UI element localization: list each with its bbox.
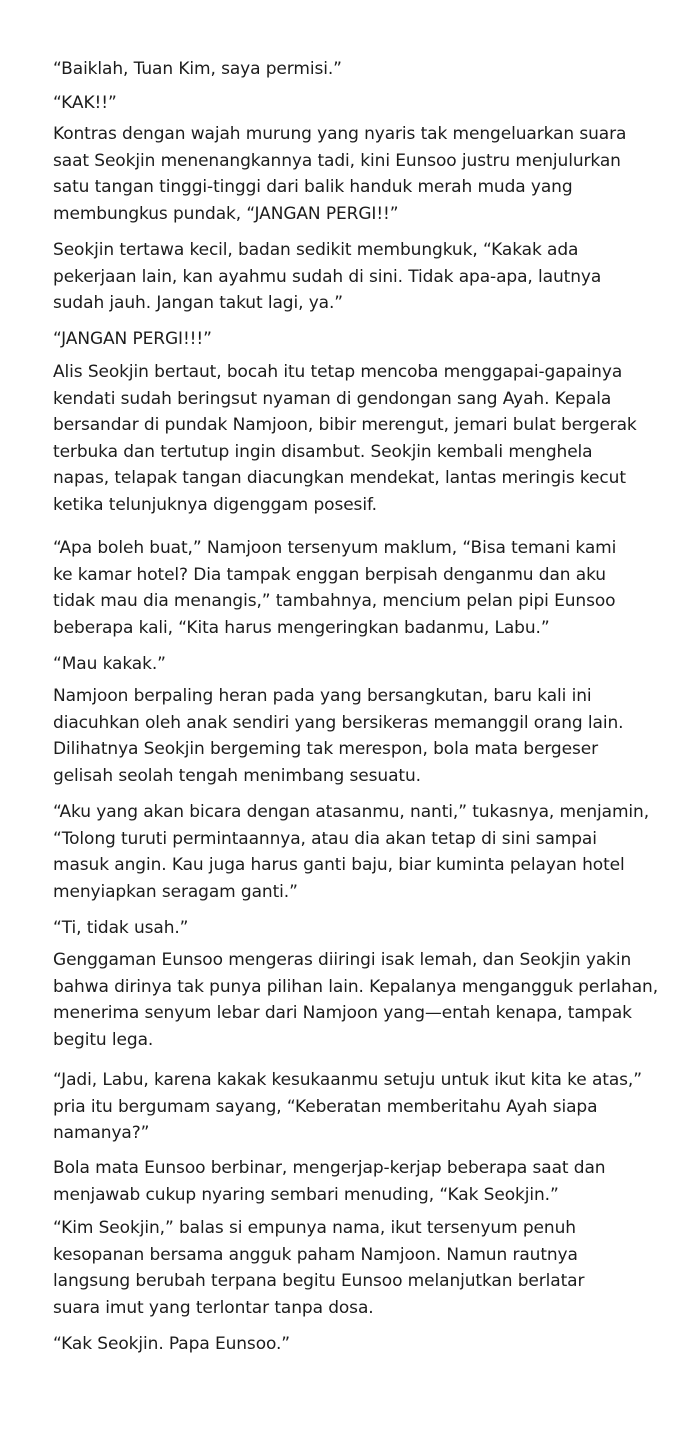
text-line: Kontras dengan wajah murung yang nyaris tak mengeluarkan suara bbox=[53, 124, 627, 144]
text-line: menyiapkan seragam ganti.” bbox=[53, 881, 298, 902]
paragraph-6 bbox=[53, 359, 653, 518]
text-line: “Ti, tidak usah.” bbox=[53, 918, 189, 938]
paragraph-4 bbox=[53, 237, 653, 317]
text-line: diacuhkan oleh anak sendiri yang bersikeras memanggil orang lain. bbox=[53, 712, 624, 733]
text-line: kesopanan bersama angguk paham Namjoon. Namun rautnya bbox=[53, 1244, 578, 1265]
paragraph-3 bbox=[53, 121, 653, 227]
text-line: “Tolong turuti permintaannya, atau dia akan tetap di sini sampai bbox=[53, 828, 597, 849]
text-line: pria itu bergumam sayang, “Keberatan memberitahu Ayah siapa bbox=[53, 1096, 598, 1117]
text-line: langsung berubah terpana begitu Eunsoo melanjutkan berlatar bbox=[53, 1271, 585, 1291]
text-line: “Apa boleh buat,” Namjoon tersenyum maklum, “Bisa temani kami bbox=[53, 538, 617, 558]
paragraph-8 bbox=[53, 651, 653, 678]
paragraph-16 bbox=[53, 1331, 653, 1358]
text-line: tidak mau dia menangis,” tambahnya, mencium pelan pipi Eunsoo bbox=[53, 591, 616, 611]
paragraph-10 bbox=[53, 799, 653, 905]
text-line: kendati sudah beringsut nyaman di gendongan sang Ayah. Kepala bbox=[53, 388, 612, 409]
paragraph-9 bbox=[53, 683, 653, 789]
text-line: “Jadi, Labu, karena kakak kesukaanmu setuju untuk ikut kita ke atas,” bbox=[53, 1070, 642, 1090]
text-line: ke kamar hotel? Dia tampak enggan berpisah denganmu dan aku bbox=[53, 564, 606, 585]
text-line: bahwa dirinya tak punya pilihan lain. Kepalanya mengangguk perlahan, bbox=[53, 976, 659, 997]
paragraph-2 bbox=[53, 90, 653, 117]
text-line: “JANGAN PERGI!!!” bbox=[53, 329, 212, 349]
text-line: “Baiklah, Tuan Kim, saya permisi.” bbox=[53, 59, 342, 79]
text-line: napas, telapak tangan diacungkan mendekat, lantas meringis kecut bbox=[53, 468, 626, 488]
text-line: Bola mata Eunsoo berbinar, mengerjap-kerjap beberapa saat dan bbox=[53, 1158, 606, 1178]
text-line: bersandar di pundak Namjoon, bibir merengut, jemari bulat bergerak bbox=[53, 415, 637, 435]
text-line: satu tangan tinggi-tinggi dari balik handuk merah muda yang bbox=[53, 177, 573, 197]
paragraph-11 bbox=[53, 915, 653, 942]
paragraph-5 bbox=[53, 326, 653, 353]
text-line: masuk angin. Kau juga harus ganti baju, biar kuminta pelayan hotel bbox=[53, 855, 625, 875]
text-line: menerima senyum lebar dari Namjoon yang—entah kenapa, tampak bbox=[53, 1003, 632, 1023]
text-line: ketika telunjuknya digenggam posesif. bbox=[53, 494, 377, 515]
text-line: “Mau kakak.” bbox=[53, 654, 166, 674]
text-line: Dilihatnya Seokjin bergeming tak merespon, bola mata bergeser bbox=[53, 739, 598, 759]
text-line: beberapa kali, “Kita harus mengeringkan badanmu, Labu.” bbox=[53, 617, 550, 638]
text-line: gelisah seolah tengah menimbang sesuatu. bbox=[53, 765, 421, 786]
text-line: sudah jauh. Jangan takut lagi, ya.” bbox=[53, 293, 344, 313]
paragraph-12 bbox=[53, 947, 659, 1053]
text-line: Namjoon berpaling heran pada yang bersangkutan, baru kali ini bbox=[53, 686, 592, 706]
paragraph-1 bbox=[53, 56, 653, 83]
text-line: terbuka dan tertutup ingin disambut. Seokjin kembali menghela bbox=[53, 441, 593, 462]
paragraph-14 bbox=[53, 1155, 653, 1208]
text-line: “Aku yang akan bicara dengan atasanmu, nanti,” tukasnya, menjamin, bbox=[53, 802, 650, 822]
paragraph-7 bbox=[53, 535, 653, 641]
text-line: namanya?” bbox=[53, 1123, 150, 1143]
text-line: membungkus pundak, “JANGAN PERGI!!” bbox=[53, 203, 399, 224]
text-line: Genggaman Eunsoo mengeras diiringi isak lemah, dan Seokjin yakin bbox=[53, 950, 632, 970]
text-line: menjawab cukup nyaring sembari menuding, “Kak Seokjin.” bbox=[53, 1184, 559, 1205]
text-line: pekerjaan lain, kan ayahmu sudah di sini. Tidak apa-apa, lautnya bbox=[53, 266, 602, 287]
paragraph-13 bbox=[53, 1067, 653, 1147]
text-line: begitu lega. bbox=[53, 1029, 154, 1050]
text-line: suara imut yang terlontar tanpa dosa. bbox=[53, 1297, 374, 1318]
text-line: Alis Seokjin bertaut, bocah itu tetap mencoba menggapai-gapainya bbox=[53, 362, 623, 382]
text-line: “Kim Seokjin,” balas si empunya nama, ikut tersenyum penuh bbox=[53, 1218, 576, 1238]
text-line: Seokjin tertawa kecil, badan sedikit membungkuk, “Kakak ada bbox=[53, 240, 579, 260]
paragraph-15 bbox=[53, 1215, 653, 1321]
text-line: “Kak Seokjin. Papa Eunsoo.” bbox=[53, 1334, 291, 1354]
text-line: saat Seokjin menenangkannya tadi, kini Eunsoo justru menjulurkan bbox=[53, 150, 621, 171]
text-line: “KAK!!” bbox=[53, 93, 117, 113]
